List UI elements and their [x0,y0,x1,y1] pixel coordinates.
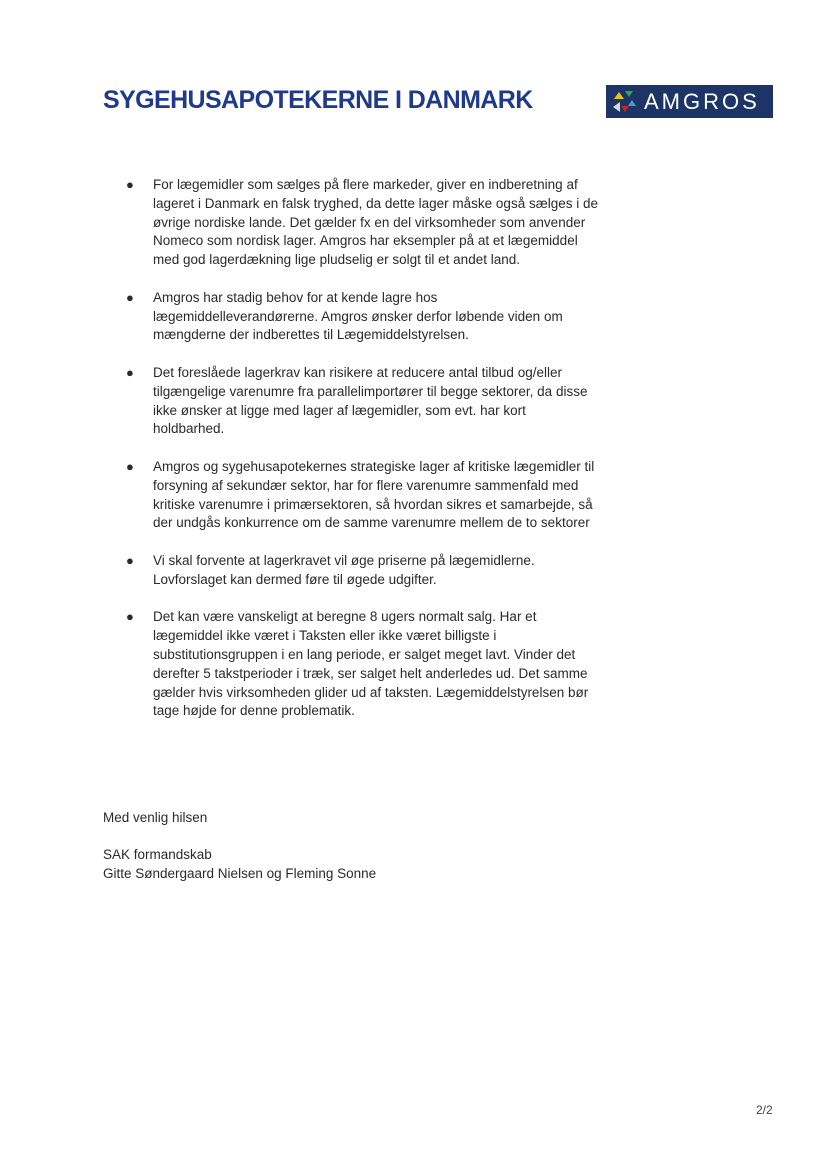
list-item-text: Det kan være vanskeligt at beregne 8 ugers normalt salg. Har et lægemiddel ikke været i Taksten eller ikke været billigste i substitutionsgruppen i en lang periode, er salget meget lavt. Vinder det derefter 5 takstperioder i træk, ser salget helt anderledes ud. Det samme gælder hvis virksomheden glider ud af taksten. Lægemiddelstyrelsen bør tage højde for denne problematik. [153,609,589,719]
list-item [126,176,616,270]
bullet-icon: ● [126,552,134,568]
amgros-logo [606,85,773,118]
logo-text: AMGROS [644,89,760,114]
document-title: SYGEHUSAPOTEKERNE I DANMARK [103,86,533,114]
list-item-text: Vi skal forvente at lagerkravet vil øge priserne på lægemidlerne. Lovforslaget kan dermed føre til øgede udgifter. [153,552,535,587]
bullet-icon: ● [126,458,134,474]
list-item-text: For lægemidler som sælges på flere markeder, giver en indberetning af lageret i Danmark en falsk tryghed, da dette lager måske også sælges i de øvrige nordiske lande. Det gælder fx en del virksomheder som anvender Nomeco som nordisk lager. Amgros har eksempler på at et lægemiddel med god lagerdækning lige pludselig er solgt til et andet land. [153,177,598,268]
page-number: 2/2 [756,1103,773,1117]
list-item [126,458,616,533]
bullet-list [126,176,616,740]
bullet-icon: ● [126,289,134,305]
bullet-icon: ● [126,609,134,625]
list-item-text: Amgros har stadig behov for at kende lagre hos lægemiddelleverandørerne. Amgros ønsker derfor løbende viden om mængderne der indberettes til Lægemiddelstyrelsen. [153,289,563,343]
bullet-icon: ● [126,364,134,380]
list-item [126,608,616,721]
bullet-icon: ● [126,177,134,192]
list-item-text: Amgros og sygehusapotekernes strategiske lager af kritiske lægemidler til forsyning af sekundær sektor, har for flere varenumre sammenfald med kritiske varenumre i primærsektoren, så hvordan sikres et samarbejde, så der undgås konkurrence om de samme varenumre mellem de to sektorer [153,458,595,531]
amgros-logo-mark-icon [612,89,638,115]
signatory-organization: SAK formandskab [103,847,212,862]
closing-greeting: Med venlig hilsen [103,810,208,825]
list-item-text: Det foreslåede lagerkrav kan risikere at reducere antal tilbud og/eller tilgængelige varenumre fra parallelimportører til begge sektorer, da disse ikke ønsker at ligge med lager af lægemidler, som evt. har kort holdbarhed. [153,364,588,437]
list-item [126,552,616,590]
list-item [126,364,616,439]
signatory-names: Gitte Søndergaard Nielsen og Fleming Sonne [103,866,377,881]
list-item [126,289,616,345]
